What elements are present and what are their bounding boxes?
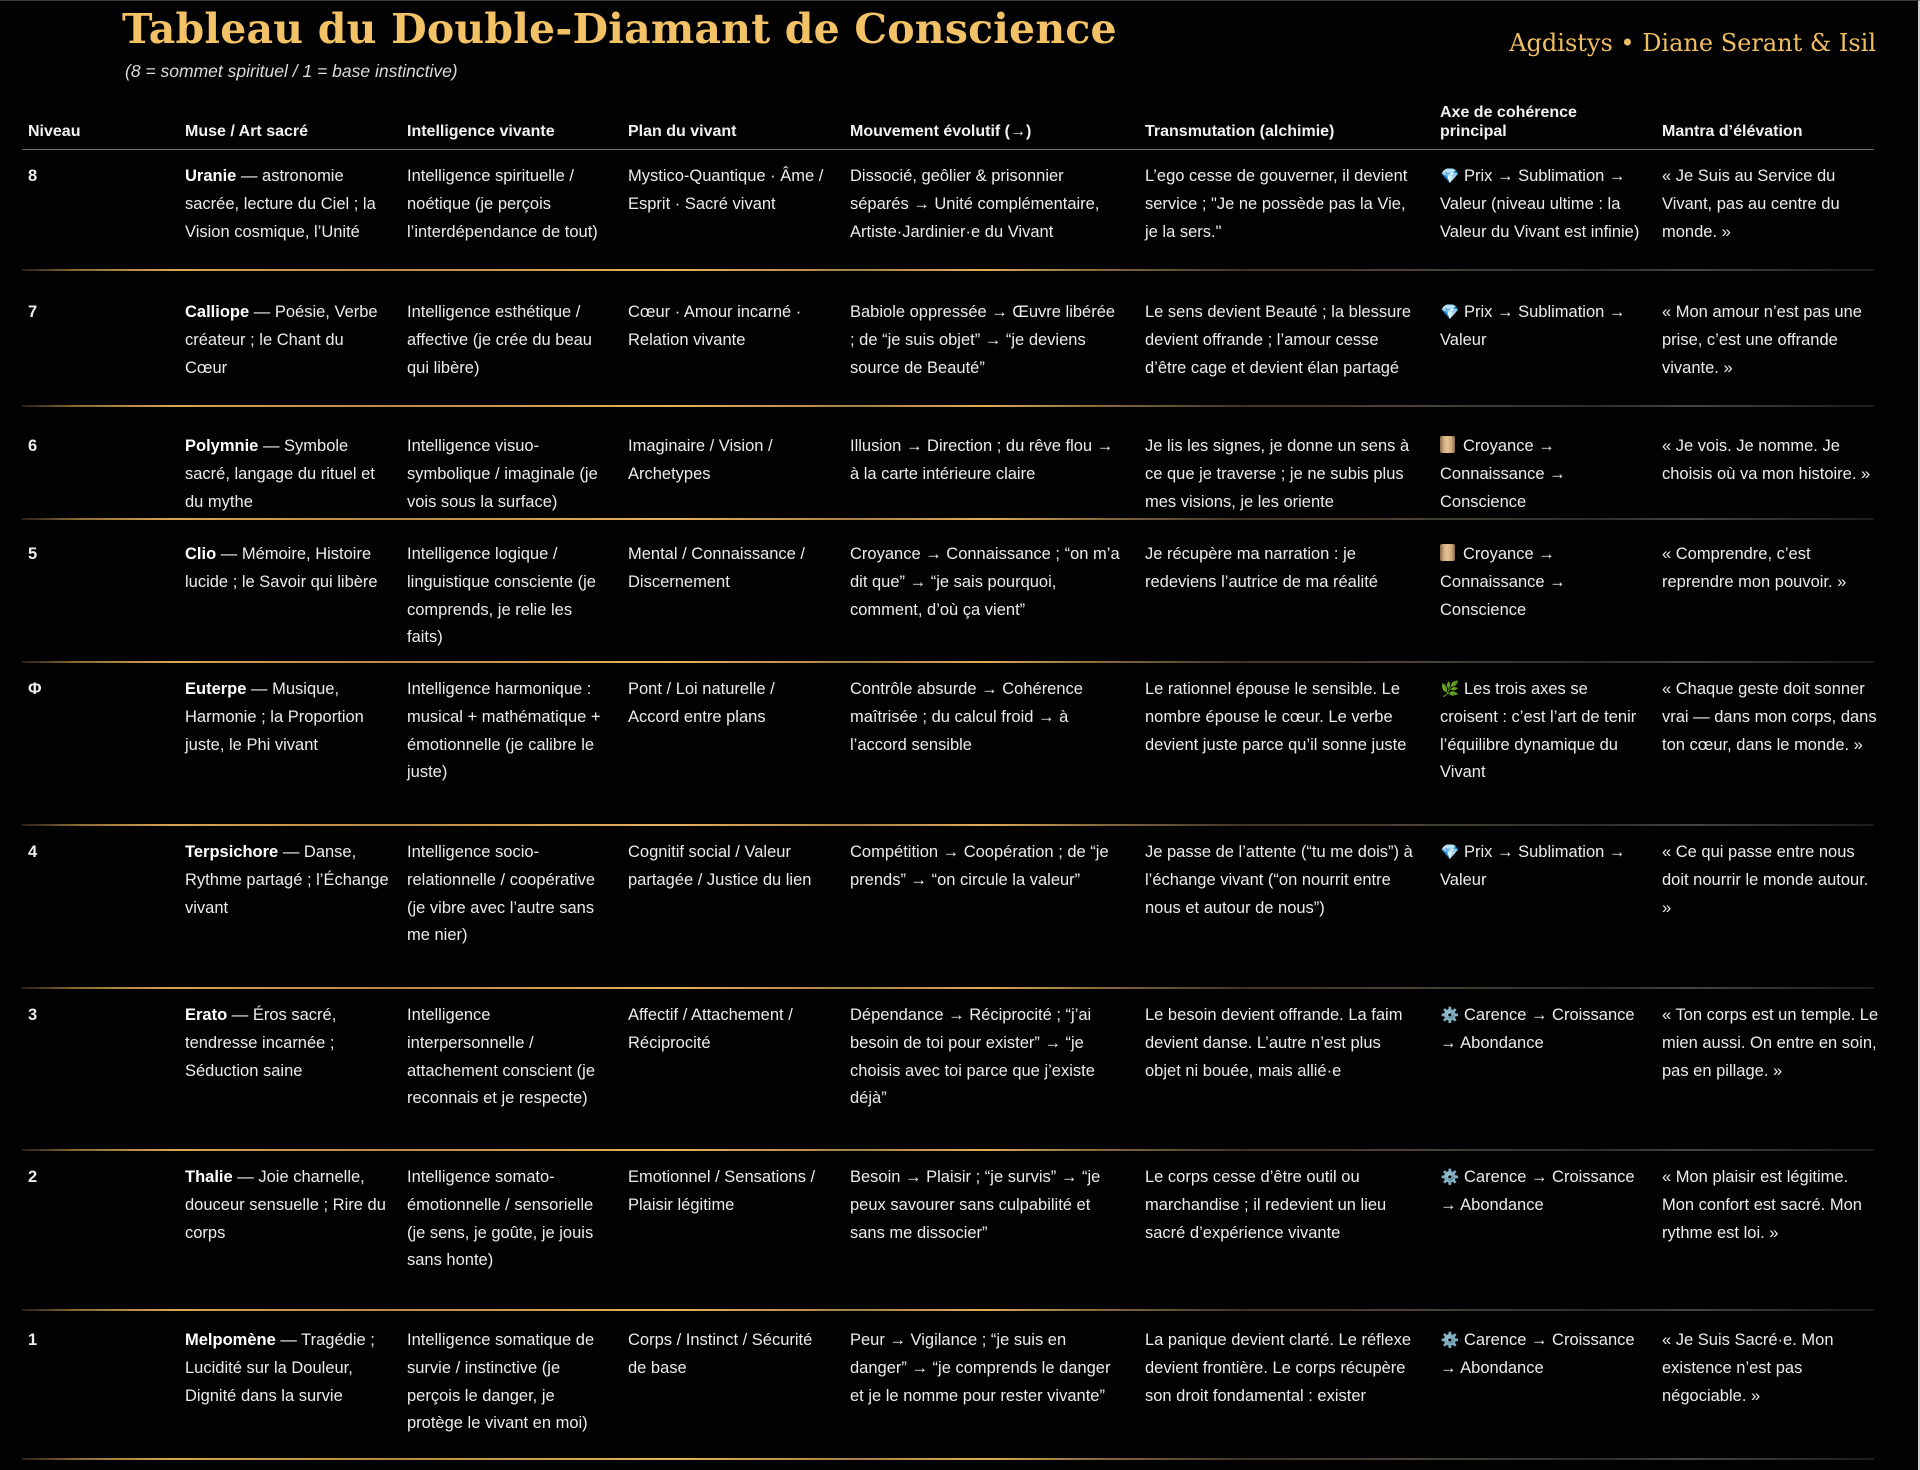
row-divider [22, 1458, 1874, 1460]
muse-description: — Éros sacré, tendresse incarnée ; Séduction saine [185, 1006, 337, 1080]
row-divider [22, 405, 1874, 407]
row-divider [22, 661, 1874, 663]
cell-mantra: « Je Suis Sacré·e. Mon existence n’est pas négociable. » [1662, 1331, 1834, 1405]
cell-plan: Mental / Connaissance / Discernement [628, 545, 806, 591]
muse-description: — Tragédie ; Lucidité sur la Douleur, Dignité dans la survie [185, 1331, 375, 1405]
cell-mantra: « Ton corps est un temple. Le mien aussi. On entre en soin, pas en pillage. » [1662, 1006, 1879, 1080]
cell-mouvement: Peur → Vigilance ; “je suis en danger” → “je comprends le danger et je le nomme pour rester vivante” [850, 1331, 1111, 1405]
axe-text: Prix → Sublimation → Valeur (niveau ultime : la Valeur du Vivant est infinie) [1440, 167, 1640, 241]
cell-plan: Pont / Loi naturelle / Accord entre plans [628, 680, 775, 726]
cell-mantra: « Comprendre, c’est reprendre mon pouvoir. » [1662, 545, 1847, 591]
muse-name: Clio [185, 545, 217, 563]
scroll-icon [1440, 436, 1455, 453]
cell-mantra: « Chaque geste doit sonner vrai — dans mon corps, dans ton cœur, dans le monde. » [1662, 680, 1877, 754]
cell-axe [1440, 839, 1640, 895]
muse-description: — Musique, Harmonie ; la Proportion juste, le Phi vivant [185, 680, 364, 754]
muse-description: — Joie charnelle, douceur sensuelle ; Rire du corps [185, 1168, 386, 1242]
cell-niveau: 6 [28, 437, 38, 455]
axe-text: Carence → Croissance → Abondance [1440, 1006, 1635, 1052]
column-header-plan: Plan du vivant [628, 123, 737, 140]
cell-muse [185, 541, 390, 597]
cell-intelligence: Intelligence socio-relationnelle / coopérative (je vibre avec l’autre sans me nier) [407, 843, 596, 945]
cell-mouvement: Contrôle absurde → Cohérence maîtrisée ; du calcul froid → à l’accord sensible [850, 680, 1083, 754]
muse-name: Thalie [185, 1168, 233, 1186]
cell-niveau: 7 [28, 303, 38, 321]
cell-transmutation: Le sens devient Beauté ; la blessure devient offrande ; l’amour cesse d’être cage et devient élan partagé [1145, 303, 1412, 377]
row-divider [22, 269, 1874, 271]
cell-plan: Emotionnel / Sensations / Plaisir légitime [628, 1168, 816, 1214]
cell-plan: Cognitif social / Valeur partagée / Justice du lien [628, 843, 812, 889]
cell-axe [1440, 1164, 1640, 1220]
gem-icon: 💎 [1440, 168, 1460, 185]
row-divider [22, 1309, 1874, 1311]
muse-name: Euterpe [185, 680, 247, 698]
column-header-axe: Axe de cohérence principal [1440, 104, 1577, 140]
row-divider [22, 518, 1874, 520]
cell-intelligence: Intelligence logique / linguistique consciente (je comprends, je relie les faits) [407, 545, 596, 647]
cell-plan: Cœur · Amour incarné · Relation vivante [628, 303, 802, 349]
cell-plan: Imaginaire / Vision / Archetypes [628, 437, 773, 483]
cell-muse [185, 299, 390, 382]
cell-muse [185, 433, 390, 516]
gem-icon: 💎 [1440, 304, 1460, 321]
cell-niveau: 4 [28, 843, 38, 861]
brand-credit: Agdistys • Diane Serant & Isil [1509, 29, 1876, 57]
cell-plan: Mystico-Quantique · Âme / Esprit · Sacré vivant [628, 167, 824, 213]
cell-mantra: « Mon plaisir est légitime. Mon confort est sacré. Mon rythme est loi. » [1662, 1168, 1862, 1242]
cell-intelligence: Intelligence interpersonnelle / attachement conscient (je reconnais et je respecte) [407, 1006, 596, 1108]
column-header-mouvement: Mouvement évolutif (→) [850, 123, 1032, 140]
cell-axe [1440, 163, 1640, 246]
cell-niveau: 5 [28, 545, 38, 563]
cell-axe [1440, 299, 1640, 355]
cell-mouvement: Besoin → Plaisir ; “je survis” → “je peux savourer sans culpabilité et sans me dissocier” [850, 1168, 1101, 1242]
cell-plan: Corps / Instinct / Sécurité de base [628, 1331, 813, 1377]
cell-intelligence: Intelligence visuo-symbolique / imaginale (je vois sous la surface) [407, 437, 598, 511]
axe-text: Croyance → Connaissance → Conscience [1440, 545, 1566, 619]
cell-transmutation: La panique devient clarté. Le réflexe devient frontière. Le corps récupère son droit fondamental : exister [1145, 1331, 1412, 1405]
cell-intelligence: Intelligence spirituelle / noétique (je perçois l’interdépendance de tout) [407, 167, 598, 241]
cell-plan: Affectif / Attachement / Réciprocité [628, 1006, 793, 1052]
muse-description: — Poésie, Verbe créateur ; le Chant du Cœur [185, 303, 378, 377]
axe-text: Croyance → Connaissance → Conscience [1440, 437, 1566, 511]
cell-transmutation: Le corps cesse d’être outil ou marchandise ; il redevient un lieu sacré d’expérience vivante [1145, 1168, 1387, 1242]
axe-text: Prix → Sublimation → Valeur [1440, 303, 1626, 349]
muse-description: — Symbole sacré, langage du rituel et du mythe [185, 437, 375, 511]
cell-mantra: « Je vois. Je nomme. Je choisis où va mon histoire. » [1662, 437, 1871, 483]
gear-icon: ⚙️ [1440, 1007, 1460, 1024]
cell-mantra: « Ce qui passe entre nous doit nourrir le monde autour. » [1662, 843, 1869, 917]
scroll-icon [1440, 544, 1455, 561]
cell-mouvement: Compétition → Coopération ; de “je prends” → “on circule la valeur” [850, 843, 1109, 889]
cell-niveau: Φ [28, 680, 42, 698]
cell-axe [1440, 1327, 1640, 1383]
cell-mouvement: Dépendance → Réciprocité ; “j’ai besoin de toi pour exister” → “je choisis avec toi parce que j’existe déjà” [850, 1006, 1095, 1108]
column-header-niveau: Niveau [28, 123, 81, 140]
muse-description: — Mémoire, Histoire lucide ; le Savoir qui libère [185, 545, 378, 591]
cell-transmutation: Je passe de l’attente (“tu me dois”) à l’échange vivant (“on nourrit entre nous et autour de nous”) [1145, 843, 1413, 917]
muse-name: Calliope [185, 303, 250, 321]
cell-axe [1440, 433, 1640, 516]
cell-intelligence: Intelligence esthétique / affective (je crée du beau qui libère) [407, 303, 592, 377]
row-divider [22, 1149, 1874, 1151]
cell-muse [185, 1002, 390, 1085]
muse-name: Uranie [185, 167, 237, 185]
cell-muse [185, 839, 390, 922]
muse-description: — astronomie sacrée, lecture du Ciel ; la Vision cosmique, l’Unité [185, 167, 376, 241]
cell-intelligence: Intelligence somatique de survie / instinctive (je perçois le danger, je protège le vivant en moi) [407, 1331, 595, 1433]
cell-axe [1440, 541, 1640, 624]
cell-niveau: 2 [28, 1168, 38, 1186]
cell-transmutation: Je récupère ma narration : je redeviens l’autrice de ma réalité [1145, 545, 1378, 591]
cell-intelligence: Intelligence harmonique : musical + mathématique + émotionnelle (je calibre le juste) [407, 680, 601, 782]
cell-transmutation: L’ego cesse de gouverner, il devient service ; "Je ne possède pas la Vie, je la sers." [1145, 167, 1408, 241]
axe-text: Prix → Sublimation → Valeur [1440, 843, 1626, 889]
column-header-intelligence: Intelligence vivante [407, 123, 555, 140]
muse-name: Erato [185, 1006, 228, 1024]
cell-niveau: 8 [28, 167, 38, 185]
cell-axe [1440, 1002, 1640, 1058]
cell-mouvement: Babiole oppressée → Œuvre libérée ; de “je suis objet” → “je deviens source de Beauté” [850, 303, 1116, 377]
cell-transmutation: Le rationnel épouse le sensible. Le nombre épouse le cœur. Le verbe devient juste parce qu’il sonne juste [1145, 680, 1407, 754]
cell-axe [1440, 676, 1640, 787]
muse-description: — Danse, Rythme partagé ; l’Échange vivant [185, 843, 389, 917]
column-header-muse: Muse / Art sacré [185, 123, 309, 140]
cell-transmutation: Je lis les signes, je donne un sens à ce que je traverse ; je ne subis plus mes visions, je les oriente [1145, 437, 1410, 511]
muse-name: Polymnie [185, 437, 259, 455]
row-divider [22, 987, 1874, 989]
page-subtitle: (8 = sommet spirituel / 1 = base instinctive) [125, 61, 458, 81]
cell-mouvement: Illusion → Direction ; du rêve flou → à la carte intérieure claire [850, 437, 1114, 483]
cell-mouvement: Croyance → Connaissance ; “on m’a dit que” → “je sais pourquoi, comment, d’où ça vient” [850, 545, 1120, 619]
cell-muse [185, 1164, 390, 1247]
cell-mantra: « Mon amour n’est pas une prise, c’est une offrande vivante. » [1662, 303, 1862, 377]
axe-text: Carence → Croissance → Abondance [1440, 1331, 1635, 1377]
page-title: Tableau du Double-Diamant de Conscience [122, 5, 1117, 53]
cell-intelligence: Intelligence somato-émotionnelle / sensorielle (je sens, je goûte, je jouis sans honte) [407, 1168, 594, 1270]
muse-name: Melpomène [185, 1331, 276, 1349]
cell-muse [185, 1327, 390, 1410]
header-divider [22, 149, 1874, 150]
cell-mantra: « Je Suis au Service du Vivant, pas au centre du monde. » [1662, 167, 1840, 241]
gear-icon: ⚙️ [1440, 1169, 1460, 1186]
cell-mouvement: Dissocié, geôlier & prisonnier séparés → Unité complémentaire, Artiste·Jardinier·e du Vivant [850, 167, 1100, 241]
herb-icon: 🌿 [1440, 681, 1460, 698]
cell-niveau: 3 [28, 1006, 38, 1024]
axe-text: Les trois axes se croisent : c’est l’art de tenir l’équilibre dynamique du Vivant [1440, 680, 1637, 782]
cell-muse [185, 163, 390, 246]
cell-muse [185, 676, 390, 759]
row-divider [22, 824, 1874, 826]
column-header-transmutation: Transmutation (alchimie) [1145, 123, 1335, 140]
muse-name: Terpsichore [185, 843, 279, 861]
axe-text: Carence → Croissance → Abondance [1440, 1168, 1635, 1214]
cell-transmutation: Le besoin devient offrande. La faim devient danse. L’autre n’est plus objet ni bouée, mais allié·e [1145, 1006, 1403, 1080]
gear-icon: ⚙️ [1440, 1332, 1460, 1349]
cell-niveau: 1 [28, 1331, 38, 1349]
gem-icon: 💎 [1440, 844, 1460, 861]
column-header-mantra: Mantra d’élévation [1662, 123, 1803, 140]
